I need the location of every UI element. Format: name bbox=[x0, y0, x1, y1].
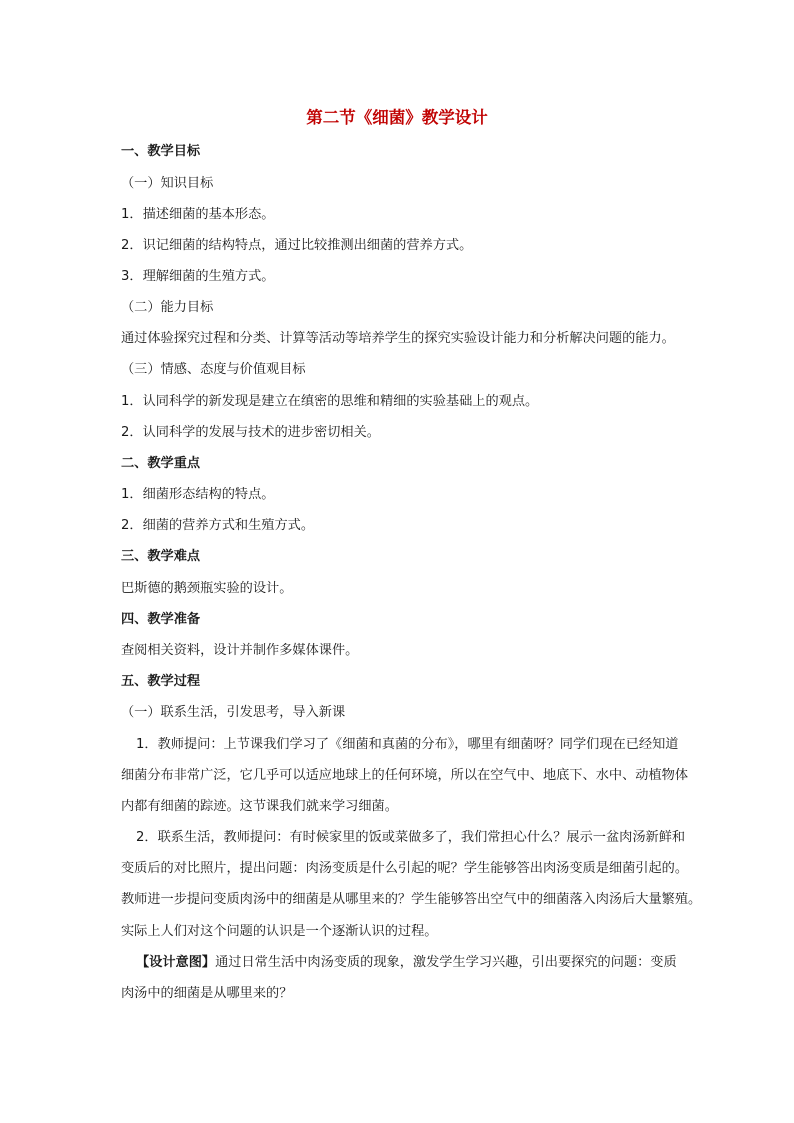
paragraph: 查阅相关资料，设计并制作多媒体课件。 bbox=[121, 643, 359, 658]
paragraph-line: 实际上人们对这个问题的认识是一个逐渐认识的过程。 bbox=[121, 924, 438, 939]
heading-key-points: 二、教学重点 bbox=[121, 456, 201, 471]
paragraph-line: 教师进一步提问变质肉汤中的细菌是从哪里来的？学生能够答出空气中的细菌落入肉汤后大量繁殖。 bbox=[121, 892, 702, 907]
heading-difficulties: 三、教学难点 bbox=[121, 549, 201, 564]
paragraph-line: 肉汤中的细菌是从哪里来的？ bbox=[121, 986, 293, 1001]
list-item: 1．细菌形态结构的特点。 bbox=[121, 487, 275, 502]
paragraph-line: 1．教师提问：上节课我们学习了《细菌和真菌的分布》，哪里有细菌呀？同学们现在已经知道 bbox=[136, 737, 679, 752]
subheading-intro: （一）联系生活，引发思考，导入新课 bbox=[121, 705, 346, 720]
list-item: 2．细菌的营养方式和生殖方式。 bbox=[121, 518, 315, 533]
paragraph-line: 变质后的对比照片，提出问题：肉汤变质是什么引起的呢？学生能够答出肉汤变质是细菌引起的。 bbox=[121, 861, 689, 876]
list-item: 2．识记细菌的结构特点，通过比较推测出细菌的营养方式。 bbox=[121, 238, 473, 253]
list-item: 3．理解细菌的生殖方式。 bbox=[121, 269, 275, 284]
subheading-ability-goals: （二）能力目标 bbox=[121, 300, 214, 315]
list-item: 1．认同科学的新发现是建立在缜密的思维和精细的实验基础上的观点。 bbox=[121, 394, 539, 409]
design-intent-line bbox=[136, 954, 726, 972]
paragraph: 通过体验探究过程和分类、计算等活动等培养学生的探究实验设计能力和分析解决问题的能力。 bbox=[121, 331, 675, 346]
list-item: 1．描述细菌的基本形态。 bbox=[121, 207, 275, 222]
heading-preparation: 四、教学准备 bbox=[121, 612, 201, 627]
subheading-knowledge-goals: （一）知识目标 bbox=[121, 176, 214, 191]
paragraph-line: 细菌分布非常广泛，它几乎可以适应地球上的任何环境，所以在空气中、地底下、水中、动植物体 bbox=[121, 768, 689, 783]
document-title: 第二节《细菌》教学设计 bbox=[306, 108, 488, 127]
design-intent-text: 通过日常生活中肉汤变质的现象，激发学生学习兴趣，引出要探究的问题：变质 bbox=[215, 955, 677, 970]
heading-teaching-goals: 一、教学目标 bbox=[121, 144, 201, 159]
paragraph-line: 内都有细菌的踪迹。这节课我们就来学习细菌。 bbox=[121, 799, 398, 814]
design-intent-tag: 【设计意图】 bbox=[136, 955, 216, 970]
list-item: 2．认同科学的发展与技术的进步密切相关。 bbox=[121, 425, 380, 440]
subheading-attitude-goals: （三）情感、态度与价值观目标 bbox=[121, 362, 306, 377]
paragraph: 巴斯德的鹅颈瓶实验的设计。 bbox=[121, 581, 293, 596]
heading-teaching-process: 五、教学过程 bbox=[121, 674, 201, 689]
paragraph-line: 2．联系生活，教师提问：有时候家里的饭或菜做多了，我们常担心什么？展示一盆肉汤新鲜和 bbox=[136, 830, 686, 845]
